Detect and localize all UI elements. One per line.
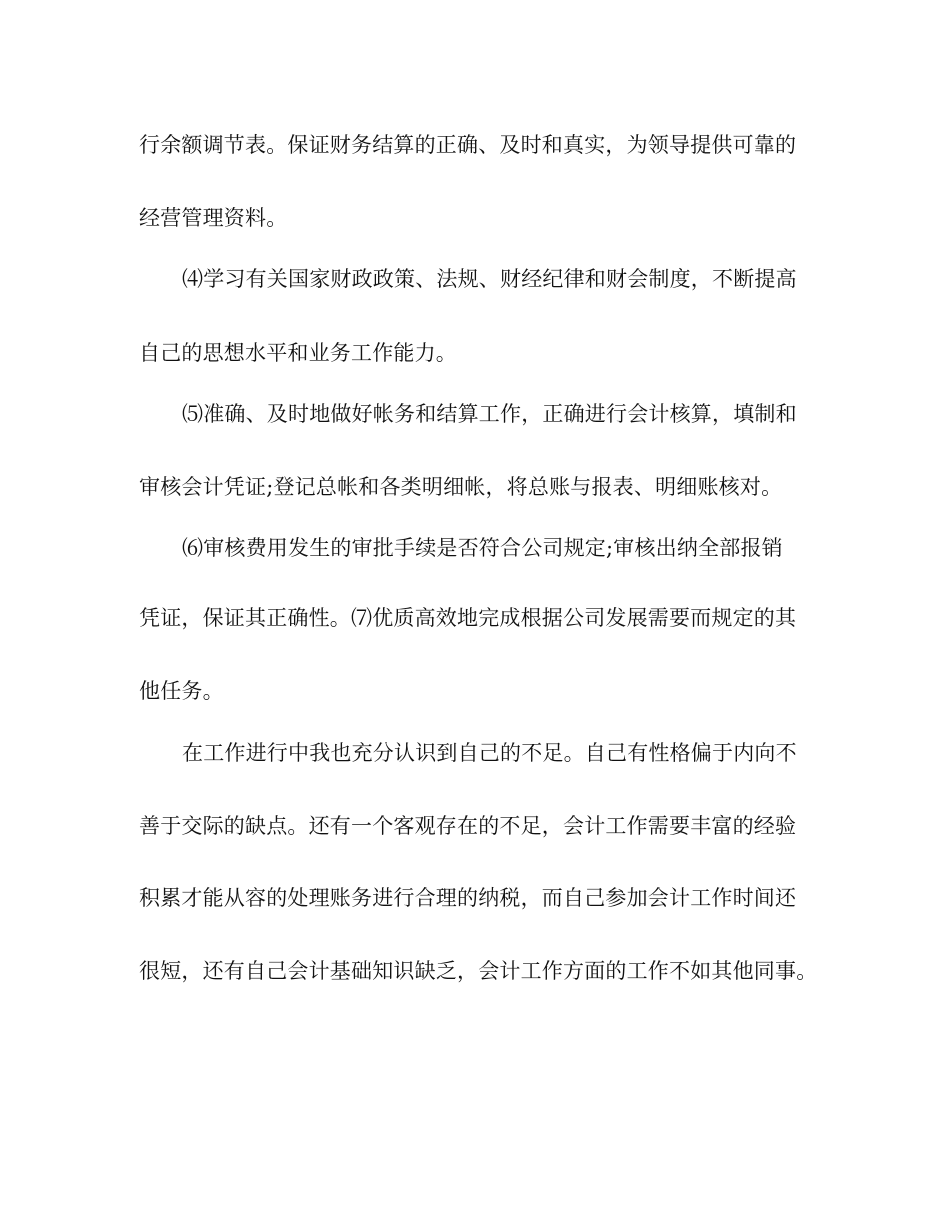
text-line-4: 自己的思想水平和业务工作能力。 — [139, 341, 457, 365]
text-line-10: 在工作进行中我也充分认识到自己的不足。自己有性格偏于内向不 — [182, 741, 797, 765]
text-line-7: ⑹审核费用发生的审批手续是否符合公司规定;审核出纳全部报销 — [182, 536, 783, 560]
text-line-8: 凭证，保证其正确性。⑺优质高效地完成根据公司发展需要而规定的其 — [139, 606, 797, 630]
text-line-12: 积累才能从容的处理账务进行合理的纳税，而自己参加会计工作时间还 — [139, 886, 797, 910]
text-line-9: 他任务。 — [139, 679, 224, 703]
text-line-3: ⑷学习有关国家财政政策、法规、财经纪律和财会制度，不断提高 — [182, 267, 797, 291]
text-line-2: 经营管理资料。 — [139, 206, 288, 230]
text-line-13: 很短，还有自己会计基础知识缺乏，会计工作方面的工作不如其他同事。 — [139, 959, 818, 983]
text-line-11: 善于交际的缺点。还有一个客观存在的不足，会计工作需要丰富的经验 — [139, 814, 797, 838]
text-line-6: 审核会计凭证;登记总帐和各类明细帐，将总账与报表、明细账核对。 — [139, 475, 783, 499]
text-line-1: 行余额调节表。保证财务结算的正确、及时和真实，为领导提供可靠的 — [139, 133, 797, 157]
text-line-5: ⑸准确、及时地做好帐务和结算工作，正确进行会计核算，填制和 — [182, 402, 797, 426]
